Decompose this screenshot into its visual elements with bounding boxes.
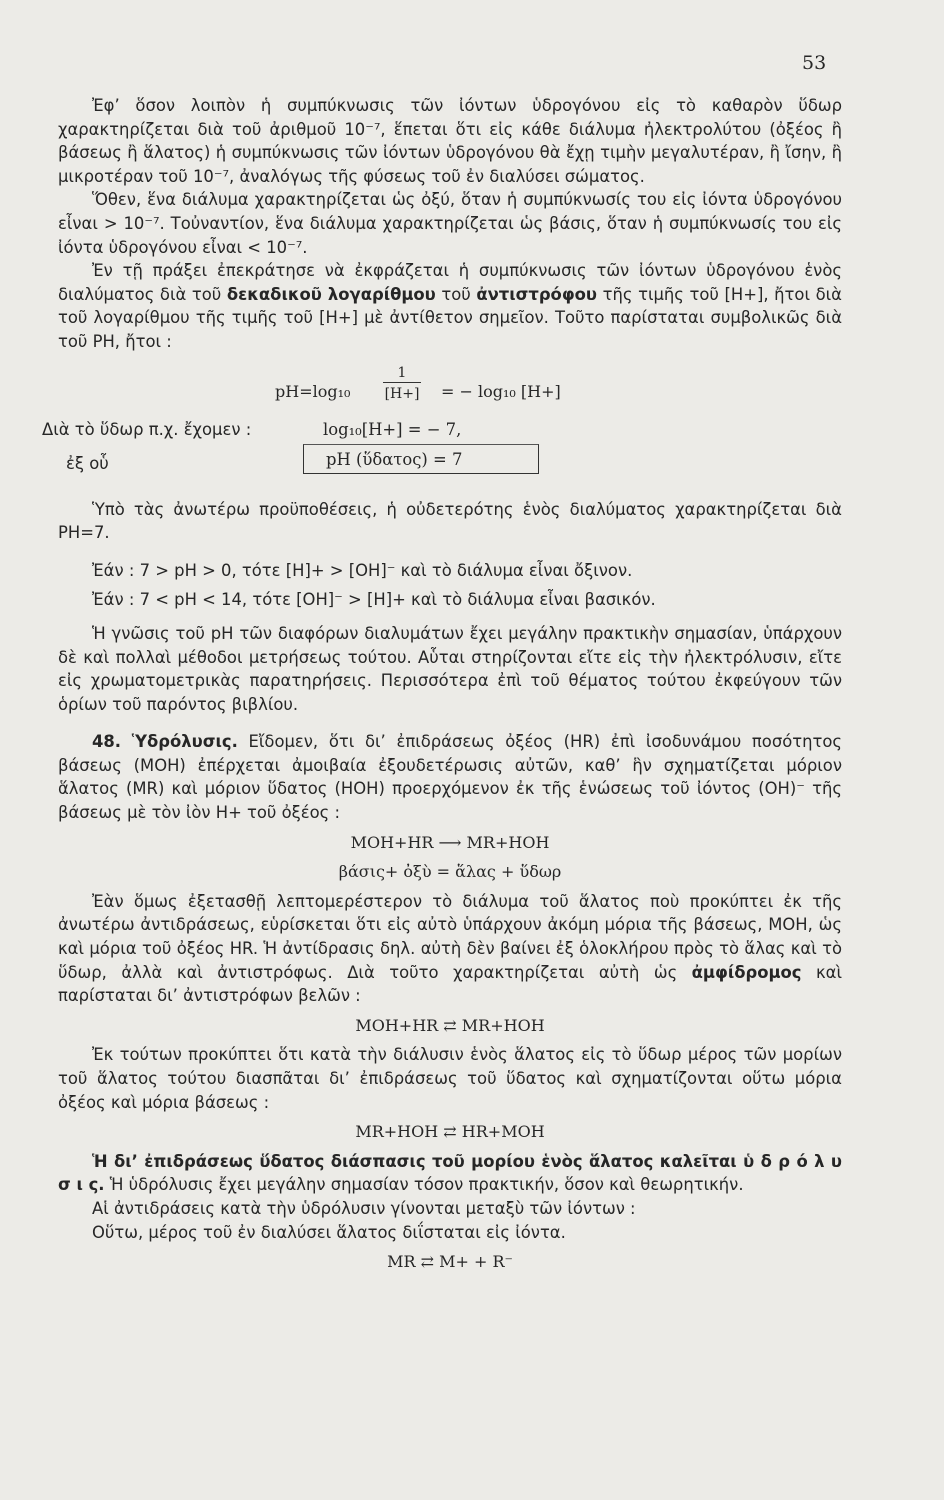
paragraph-log-definition — [58, 259, 842, 353]
text-span: Εἴδομεν, ὅτι δι’ ἐπιδράσεως ὀξέος (HR) ἐπὶ ἰσοδυνάμου ποσότητος βάσεως (ΜΟΗ) ἐπέρχεται ἀμοιβαία ἐξουδετέρωσις αὐτῶν, καθ’ ἣν σχηματίζεται μόριον ἅλατος (MR) καὶ μόριον ὕδατος (ΗΟΗ) προερχόμενον ἐκ τῆς ἑνώσεως τοῦ ἰόντος (ΟΗ)⁻ τῆς βάσεως μὲ τὸν ἰὸν Η+ τοῦ ὀξέος : — [58, 732, 843, 823]
ph-formula-fraction — [383, 364, 421, 405]
text-span: καὶ παρίσταται δι’ ἀντιστρόφων βελῶν : — [58, 962, 842, 1006]
text-span: Ἐν τῇ πράξει ἐπεκράτησε νὰ ἐκφράζεται ἡ συμπύκνωσις τῶν ἰόντων ὑδρογόνου ἑνὸς διαλύματος διὰ τοῦ — [58, 261, 842, 304]
text-span: τοῦ — [435, 284, 477, 304]
fraction-denominator: [H+] — [383, 382, 421, 405]
bold-hydrolysis-definition: Ἡ δι’ ἐπιδράσεως ὕδατος διάσπασις τοῦ μορίου ἑνὸς ἅλατος καλεῖται ὑ δ ρ ό λ υ σ ι ς. — [58, 1151, 842, 1195]
paragraph-reversible — [58, 890, 842, 1008]
condition-label: Ἐάν : — [92, 560, 135, 580]
condition-label: Ἐάν : — [92, 590, 135, 610]
equation-hydrolysis: MR+HOH ⇄ HR+MOH — [355, 1122, 545, 1142]
page-body — [42, 94, 843, 1280]
paragraph-acid-base-definition: Ὅθεν, ἕνα διάλυμα χαρακτηρίζεται ὡς ὀξύ, ὅταν ἡ συμπύκνωσίς του εἰς ἰόντα ὑδρογόνου εἶναι > 10⁻⁷. Τοὐναντίον, ἕνα διάλυμα χαρακτηρίζεται ὡς βάσις, ὅταν ἡ συμπύκνωσίς του εἰς ἰόντα ὑδρογόνου εἶναι < 10⁻⁷. — [58, 190, 842, 257]
ph-formula-left: pH=log₁₀ — [275, 381, 351, 401]
text-span: Ἡ ὑδρόλυσις ἔχει μεγάλην σημασίαν τόσον πρακτικήν, ὅσον καὶ θεωρητικήν. — [104, 1175, 744, 1195]
section-title: Ὑδρόλυσις. — [131, 732, 238, 752]
condition-basic — [92, 588, 842, 612]
section-number: 48. — [92, 732, 122, 752]
text-span: Ἐὰν ὅμως ἐξετασθῇ λεπτομερέστερον τὸ διάλυμα τοῦ ἅλατος ποὺ προκύπτει ἐκ τῆς ἀνωτέρω ἀντιδράσεως, εὑρίσκεται ὅτι εἰς αὐτὸ ὑπάρχουν ἀκόμη μόρια τῆς βάσεως, ΜΟΗ, ὡς καὶ μόρια τοῦ ὀξέος HR. Ἡ ἀντίδρασις δηλ. αὐτὴ δὲν βαίνει ἐξ ὁλοκλήρου πρὸς τὸ ἅλας καὶ τὸ ὕδωρ, ἀλλὰ καὶ ἀντιστρόφως. Διὰ τοῦτο χαρακτηρίζεται αὐτὴ ὡς — [58, 891, 842, 982]
paragraph-ph-importance: Ἡ γνῶσις τοῦ pH τῶν διαφόρων διαλυμάτων ἔχει μεγάλην πρακτικὴν σημασίαν, ὑπάρχουν δὲ καὶ πολλαὶ μέθοδοι μετρήσεως τούτου. Αὗται στηρίζονται εἴτε εἰς τὴν ἠλεκτρόλυσιν, εἴτε εἰς χρωματομετρικὰς παρατηρήσεις. Περισσότερα ἐπὶ τοῦ θέματος τούτου ἐκφεύγουν τῶν ὁρίων τοῦ παρόντος βιβλίου. — [58, 623, 842, 714]
bold-term-decimal-log: δεκαδικοῦ λογαρίθμου — [226, 284, 436, 304]
paragraph-ph-concentration: Ἐφ’ ὅσον λοιπὸν ἡ συμπύκνωσις τῶν ἰόντων ὑδρογόνου εἰς τὸ καθαρὸν ὕδωρ χαρακτηρίζεται διὰ τοῦ ἀριθμοῦ 10⁻⁷, ἕπεται ὅτι εἰς κάθε διάλυμα ἠλεκτρολύτου (ὀξέος ἢ βάσεως ἢ ἅλατος) ἡ συμπύκνωσις τῶν ἰόντων ὑδρογόνου θὰ ἔχῃ τιμὴν μεγαλυτέραν, ἢ ἴσην, ἢ μικροτέραν τοῦ 10⁻⁷, ἀναλόγως τῆς φύσεως τοῦ ἐν διαλύσει σώματος. — [58, 96, 842, 186]
water-example-label: Διὰ τὸ ὕδωρ π.χ. ἔχομεν : — [42, 419, 252, 439]
paragraph-dissociation: Οὕτω, μέρος τοῦ ἐν διαλύσει ἅλατος διΐσταται εἰς ἰόντα. — [92, 1222, 566, 1242]
result-box: pH (ὕδατος) = 7 — [303, 444, 539, 474]
equation-dissociation: MR ⇄ M+ + R⁻ — [387, 1252, 513, 1272]
condition-text: 7 > pH > 0, τότε [H]+ > [OH]⁻ καὶ τὸ διάλυμα εἶναι ὄξινον. — [139, 560, 633, 580]
text-span: τῆς τιμῆς τοῦ [Η+], ἤτοι διὰ τοῦ λογαρίθμου τῆς τιμῆς τοῦ [Η+] μὲ ἀντίθετον σημεῖον. Τοῦτο παρίσταται συμβολικῶς διὰ τοῦ ΡΗ, ἤτοι : — [58, 284, 842, 351]
bold-term-reversible: ἀμφίδρομος — [691, 962, 802, 982]
equation-words: βάσις+ ὀξὺ = ἅλας + ὕδωρ — [338, 862, 562, 882]
ph-formula — [58, 364, 842, 414]
equation-reversible: ΜΟΗ+HR ⇄ MR+HOH — [355, 1015, 545, 1035]
paragraph-ion-reactions: Αἱ ἀντιδράσεις κατὰ τὴν ὑδρόλυσιν γίνονται μεταξὺ τῶν ἰόντων : — [92, 1198, 636, 1218]
ph-formula-right: = − log₁₀ [H+] — [441, 381, 561, 401]
paragraph-hydrolysis-definition — [58, 1150, 842, 1197]
bold-term-inverse: ἀντιστρόφου — [476, 284, 597, 304]
section-hydrolysis-intro — [58, 730, 842, 824]
equation-neutralization: ΜΟΗ+HR ⟶ MR+HOH — [350, 832, 550, 852]
water-example-row — [42, 414, 842, 444]
condition-acidic — [92, 559, 842, 583]
condition-text: 7 < pH < 14, τότε [OH]⁻ > [H]+ καὶ τὸ διάλυμα εἶναι βασικόν. — [139, 590, 656, 610]
paragraph-neutrality: Ὑπὸ τὰς ἀνωτέρω προϋποθέσεις, ἡ οὐδετερότης ἑνὸς διαλύματος χαρακτηρίζεται διὰ ΡΗ=7. — [58, 499, 842, 543]
paragraph-salt-dissolution: Ἐκ τούτων προκύπτει ὅτι κατὰ τὴν διάλυσιν ἑνὸς ἅλατος εἰς τὸ ὕδωρ μέρος τῶν μορίων τοῦ ἅλατος τούτου διασπᾶται δι’ ἐπιδράσεως τοῦ ὕδατος καὶ σχηματίζονται οὕτω μόρια ὀξέος καὶ μόρια βάσεως : — [58, 1045, 842, 1112]
result-label: ἐξ οὗ — [66, 453, 109, 473]
page-number: 53 — [802, 52, 827, 74]
result-row — [58, 444, 842, 478]
water-example-value: log₁₀[H+] = − 7, — [323, 419, 462, 439]
fraction-numerator: 1 — [397, 364, 407, 381]
